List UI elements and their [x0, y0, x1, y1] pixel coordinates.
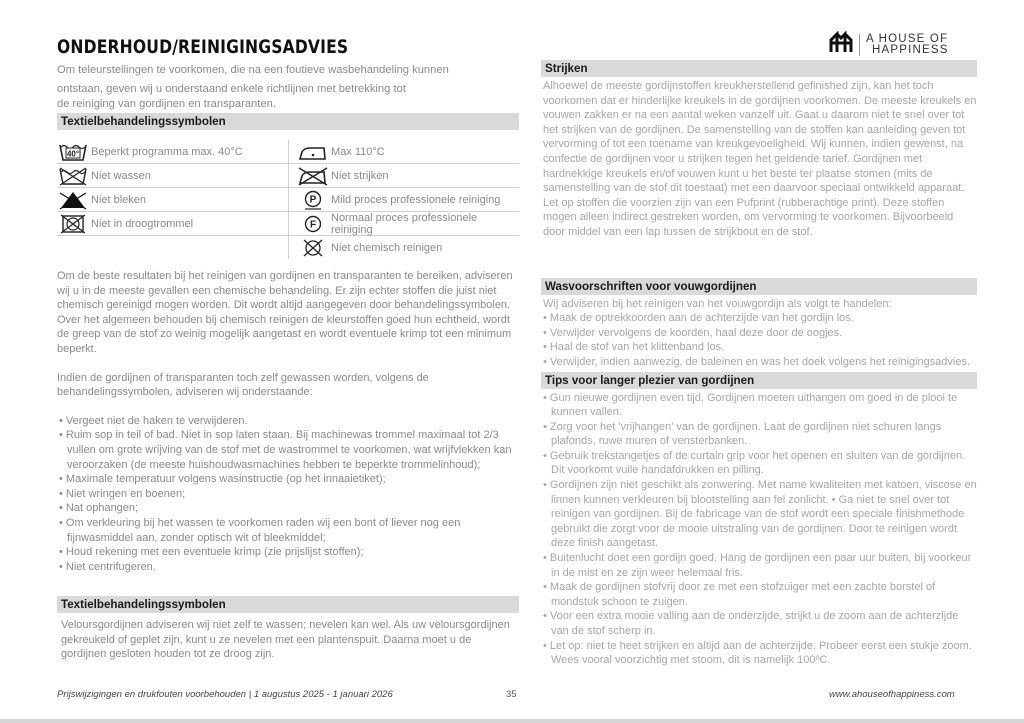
right-column [541, 60, 977, 668]
do-not-iron-icon [297, 166, 329, 186]
symbol-row [57, 164, 519, 188]
list-item: • Verwijder vervolgens de koorden, haal deze door de oogjes. [541, 326, 977, 341]
footer-disclaimer: Prijswijzigingen en drukfouten voorbehouden | 1 augustus 2025 - 1 januari 2026 [57, 689, 393, 700]
list-item: • Om verkleuring bij het wassen te voorkomen raden wij een bont of liever nog een fijnwasmiddel aan, zonder optisch wit of bleekmiddel; [57, 516, 519, 545]
list-item: • Gordijnen zijn niet geschikt als zonwering. Met name kwaliteiten met katoen, viscose en linnen kunnen verkleuren bij blootstelling aan fel zonlicht. • Ga niet te snel over tot reinigen van gordijnen. Bij de fabricage van de stof wordt een speciale finishmethode gebruikt die zorgt voor de mooie uitstraling van de gordijnen. Door te reinigen wordt deze finish aangetast. [541, 478, 977, 551]
intro-line: ontstaan, geven wij u onderstaand enkele richtlijnen met betrekking tot [57, 83, 406, 95]
page-title: ONDERHOUD/REINIGINGSADVIES [57, 36, 349, 58]
list-item: • Verwijder, indien aanwezig, de baleinen en was het doek volgens het reinigingsadvies. [541, 355, 977, 370]
list-item: • Niet wringen en boenen; [57, 487, 519, 502]
dryclean-p-mild-icon [297, 190, 329, 210]
dryclean-f-icon [297, 214, 329, 234]
symbol-item [57, 164, 288, 187]
symbol-item [57, 188, 288, 211]
symbol-item [288, 140, 519, 163]
symbol-item [57, 140, 288, 163]
brand-line-1: A HOUSE OF [866, 32, 949, 45]
symbol-item [288, 236, 519, 259]
footer-website[interactable]: www.ahouseofhappiness.com [829, 689, 955, 700]
brand-logo [829, 31, 949, 58]
symbol-label: Niet wassen [91, 169, 151, 182]
list-item: • Zorg voor het 'vrijhangen' van de gordijnen. Laat de gordijnen niet schuren langs plafonds, ruwe muren of vensterbanken. [541, 420, 977, 449]
wash-instructions-list [57, 414, 519, 575]
list-item: • Niet centrifugeren. [57, 560, 519, 575]
intro-line: Om teleurstellingen te voorkomen, die na een foutieve wasbehandeling kunnen [57, 64, 449, 76]
do-not-tumble-dry-icon [57, 214, 89, 234]
fold-instructions-list [541, 311, 977, 369]
page-number: 35 [506, 689, 517, 700]
velours-text: Veloursgordijnen adviseren wij niet zelf te wassen; nevelen kan wel. Als uw veloursgordijnen gekreukeld of geplet zijn, kunt u ze nevelen met een plantenspuit. Daarna moet u de gordijnen gesloten houden tot ze droog zijn. [61, 619, 510, 661]
symbol-label: Niet chemisch reinigen [331, 241, 443, 254]
do-not-dryclean-icon [297, 238, 329, 258]
section-header-fold-curtains: Wasvoorschriften voor vouwgordijnen [541, 278, 977, 295]
list-item: • Nat ophangen; [57, 501, 519, 516]
symbol-item [288, 164, 519, 187]
list-item: • Ruim sop in teil of bad. Niet in sop laten staan. Bij machinewas trommel maximaal tot 2/3 vullen om grote wrijving van de stof met de wastrommel te voorkomen, wat wrijfvlekken kan veroorzaken (de meeste huishoudwasmachines hebben te beperkte trommelinhoud); [57, 428, 519, 472]
list-item: • Buitenlucht doet een gordijn goed. Hang de gordijnen een paar uur buiten, bij voorkeur in de mist en ze zijn weer helemaal fris. [541, 551, 977, 580]
symbol-label: Max 110°C [331, 145, 385, 158]
symbol-row [57, 212, 519, 236]
symbol-label: Niet bleken [91, 193, 147, 206]
svg-text:F: F [309, 219, 317, 230]
brand-line-2: HAPPINESS [872, 43, 949, 56]
symbol-item [288, 212, 519, 235]
self-wash-intro: Indien de gordijnen of transparanten toch zelf gewassen worden, volgens de behandelingssymbolen, adviseren wij onderstaande: [57, 371, 429, 399]
intro-text [57, 62, 519, 113]
do-not-bleach-icon [57, 190, 89, 210]
symbol-label: Beperkt programma max. 40°C [91, 145, 243, 158]
chemical-advice-paragraph: Om de beste resultaten bij het reinigen van gordijnen en transparanten te bereiken, adviseren wij u in de meeste gevallen een chemische behandeling. Er zijn echter stoffen die juist niet chemisch gereinigd mogen worden. Dit wordt altijd aangegeven door behandelingssymbolen. Over het algemeen behouden bij chemisch reinigen de kleurstoffen goed hun echtheid, wordt de greep van de stof zo weinig mogelijk aangetast en wordt eventuele krimp tot een minimum beperkt. [57, 270, 513, 355]
symbol-row [57, 140, 519, 164]
symbol-label: Niet in droogtrommel [91, 217, 194, 230]
section-header-tips: Tips voor langer plezier van gordijnen [541, 372, 977, 389]
symbol-label: Normaal proces professionele reiniging [331, 211, 478, 236]
list-item: • Haal de stof van het klittenband los. [541, 340, 977, 355]
list-item: • Let op: niet te heet strijken en altijd aan de achterzijde. Probeer eerst een stukje zoom. Wees vooral voorzichtig met stoom, dit is namelijk 100ºC. [541, 639, 977, 668]
symbol-row [57, 188, 519, 212]
svg-text:40°: 40° [66, 149, 80, 158]
list-item: • Maak de gordijnen stofvrij door ze met een stofzuiger met een zachte borstel of mondstuk schoon te zuigen. [541, 580, 977, 609]
symbol-label: Niet strijken [331, 169, 389, 182]
left-column [57, 36, 519, 662]
list-item: • Voor een extra mooie valling aan de onderzijde, strijkt u de zoom aan de achterzijde van de stof scherp in. [541, 609, 977, 638]
fold-intro: Wij adviseren bij het reinigen van het vouwgordijn als volgt te handelen: [543, 297, 892, 310]
section-header-symbols: Textielbehandelingssymbolen [57, 113, 519, 130]
logo-divider [859, 34, 860, 56]
section-header-ironing: Strijken [541, 60, 977, 77]
list-item: • Maximale temperatuur volgens wasinstructie (op het innaaietiket); [57, 472, 519, 487]
list-item: • Houd rekening met een eventuele krimp (zie prijslijst stoffen); [57, 545, 519, 560]
symbols-table [57, 140, 519, 259]
brand-name [866, 34, 949, 56]
symbol-label: Mild proces professionele reiniging [331, 193, 501, 206]
symbol-item [57, 212, 288, 235]
list-item: • Gun nieuwe gordijnen even tijd. Gordijnen moeten uithangen om goed in de plooi te kunnen vallen. [541, 391, 977, 420]
list-item: • Gebruik trekstangetjes of de curtain grip voor het openen en sluiten van de gordijnen. Dit voorkomt vuile handafdrukken en pilling. [541, 449, 977, 478]
ironing-text: Alhoewel de meeste gordijnstoffen kreukherstellend gefinished zijn, kan het toch voorkomen dat er hinderlijke kreukels in de gordijnen voorkomen. De meeste kreukels en vouwen zakken er na een aantal weken vanzelf uit. Gaat u daarom niet te snel over tot het strijken van de gordijnen. De samenstelling van de stoffen kan aanleiding geven tot vervorming of tot een toename van kreukgevoeligheid. Wij kunnen, indien gewenst, na confectie de gordijnen voor u strijken tegen het geldende tarief. Gordijnen met hardnekkige kreukels en/of vouwen kunt u het beste ter plaatse stomen (mits de samenstelling van de stof dit toestaat) met een daarvoor speciaal ontwikkeld apparaat. Let op stoffen die voorzien zijn van een Pufprint (rubberachtige print). Deze stoffen mogen alleen indirect gestreken worden, om vervorming te voorkomen. Bijvoorbeeld door middel van een lap tussen de strijkbout en de stof. [543, 80, 977, 238]
symbol-row [57, 236, 519, 259]
svg-text:P: P [309, 194, 317, 205]
page-bottom-border [0, 719, 1024, 723]
do-not-wash-icon [57, 166, 89, 186]
intro-line: de reiniging van gordijnen en transparanten. [57, 98, 276, 110]
section-header-velours: Textielbehandelingssymbolen [57, 596, 519, 613]
list-item: • Vergeet niet de haken te verwijderen. [57, 414, 519, 429]
symbol-item-empty [57, 236, 288, 259]
wash-40-icon [57, 142, 89, 162]
house-icon [829, 31, 853, 58]
symbol-item [288, 188, 519, 211]
list-item: • Maak de optrekkoorden aan de achterzijde van het gordijn los. [541, 311, 977, 326]
iron-low-icon [297, 142, 329, 162]
tips-list [541, 391, 977, 668]
